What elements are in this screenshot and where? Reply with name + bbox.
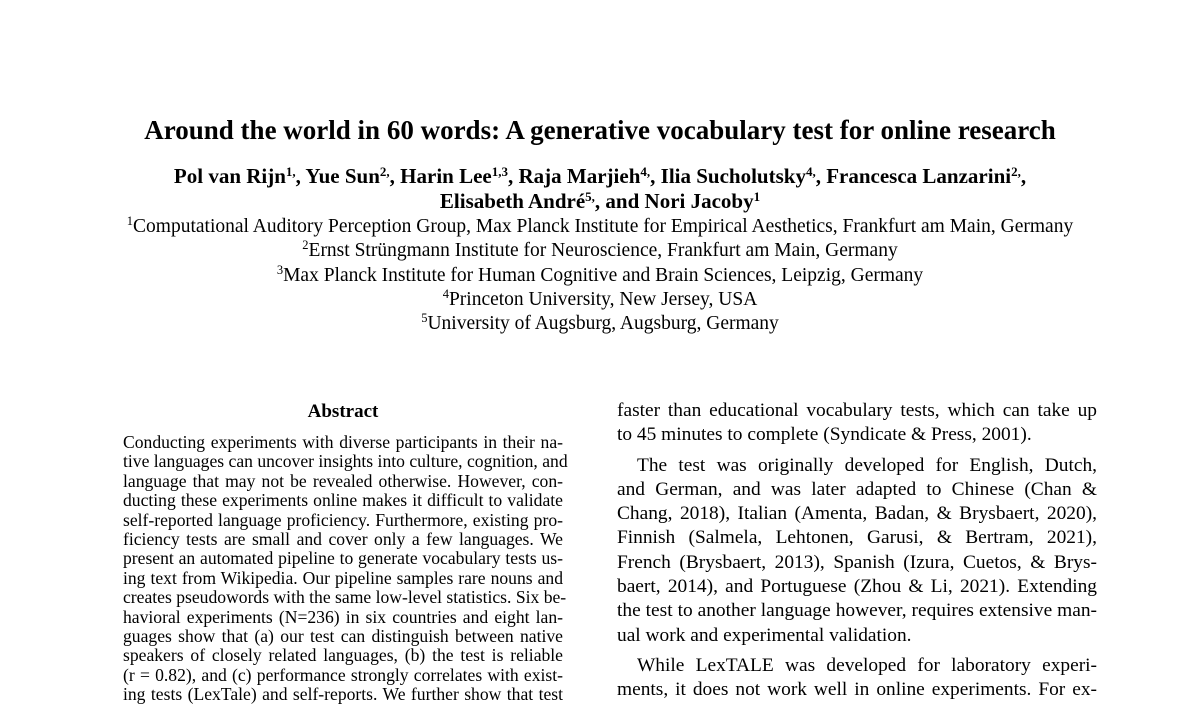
author-name-text: , Ilia Sucholutsky: [650, 164, 806, 188]
author-name-text: , Francesca Lanzarini: [815, 164, 1012, 188]
abstract-line: Conducting experiments with diverse participants in their na-: [123, 432, 563, 452]
author-name-text: , and Nori Jacoby: [594, 189, 754, 213]
affiliation-item: [0, 288, 1200, 312]
affiliation-text: Princeton University, New Jersey, USA: [448, 288, 758, 310]
author-name-text: , Yue Sun: [295, 164, 380, 188]
affiliation-item: [0, 215, 1200, 239]
abstract-line: ficiency tests are small and cover only a few languages. We: [123, 529, 563, 550]
author-affiliation-marker: 5,: [585, 189, 595, 204]
body-line: baert, 2014), and Portuguese (Zhou & Li, 2021). Extending: [617, 576, 1097, 598]
abstract-line: tive languages can uncover insights into culture, cognition, and: [123, 451, 568, 472]
body-line: faster than educational vocabulary tests, which can take up: [617, 400, 1097, 421]
body-line: French (Brysbaert, 2013), Spanish (Izura, Cuetos, & Brys-: [617, 551, 1097, 573]
affiliation-item: [0, 264, 1200, 288]
affiliation-item: [0, 239, 1200, 263]
body-line: to 45 minutes to complete (Syndicate & Press, 2001).: [617, 424, 1032, 446]
affiliation-marker: 4: [442, 286, 449, 301]
body-line: and German, and was later adapted to Chinese (Chan &: [617, 478, 1097, 500]
author-line: [0, 164, 1200, 189]
affiliation-list: [0, 215, 1200, 336]
body-line: The test was originally developed for English, Dutch,: [637, 454, 1097, 476]
abstract-line: guages show that (a) our test can distinguish between native: [123, 626, 563, 647]
author-affiliation-marker: 2,: [1011, 164, 1021, 179]
abstract-line: self-reported language proficiency. Furthermore, existing pro-: [123, 509, 563, 530]
author-name-text: ,: [1020, 164, 1027, 188]
affiliation-text: Max Planck Institute for Human Cognitive and Brain Sciences, Leipzig, Germany: [283, 264, 924, 286]
author-list: [0, 164, 1200, 214]
abstract-line: ing text from Wikipedia. Our pipeline samples rare nouns and: [123, 567, 563, 588]
body-line: While LexTALE was developed for laboratory experi-: [637, 654, 1097, 676]
abstract-line: havioral experiments (N=236) in six countries and eight lan-: [123, 606, 563, 627]
abstract-line: language that may not be revealed otherwise. However, con-: [123, 470, 563, 491]
author-affiliation-marker: 2,: [379, 164, 390, 179]
body-line: Finnish (Salmela, Lehtonen, Garusi, & Bertram, 2021),: [617, 527, 1097, 549]
body-line: ual work and experimental validation.: [617, 624, 912, 646]
body-line: the test to another language however, requires extensive man-: [617, 600, 1097, 622]
affiliation-marker: 1: [126, 214, 134, 228]
affiliation-marker: 5: [421, 311, 428, 326]
affiliation-marker: 2: [302, 238, 309, 253]
body-paragraph: [617, 454, 1097, 648]
abstract-line: speakers of closely related languages, (b) the test is reliable: [123, 645, 563, 666]
author-affiliation-marker: 4,: [805, 164, 816, 179]
body-line: Chang, 2018), Italian (Amenta, Badan, & Brysbaert, 2020),: [617, 503, 1097, 525]
affiliation-item: [0, 312, 1200, 336]
abstract-line: (r = 0.82), and (c) performance strongly correlates with exist-: [123, 664, 563, 685]
abstract-line: creates pseudowords with the same low-level statistics. Six be-: [123, 587, 567, 608]
author-affiliation-marker: 1: [753, 189, 761, 204]
author-name-text: Pol van Rijn: [173, 164, 286, 188]
affiliation-marker: 3: [276, 262, 284, 277]
affiliation-text: Computational Auditory Perception Group, Max Planck Institute for Empirical Aesthetics, Frankfurt am Main, Germany: [133, 216, 1074, 237]
right-column-body: [617, 399, 1097, 701]
author-name-text: , Raja Marjieh: [508, 164, 641, 188]
body-line: ments, it does not work well in online experiments. For ex-: [617, 679, 1097, 701]
author-name-text: Elisabeth André: [439, 189, 586, 213]
author-affiliation-marker: 1,: [285, 164, 296, 179]
paper-title: Around the world in 60 words: A generative vocabulary test for online research: [144, 115, 1056, 145]
abstract-line: ducting these experiments online makes it difficult to validate: [123, 490, 563, 511]
author-line: [0, 189, 1200, 214]
body-paragraph: [617, 399, 1097, 448]
abstract-heading: Abstract: [307, 401, 379, 422]
abstract-body: [123, 432, 568, 705]
affiliation-text: Ernst Strüngmann Institute for Neuroscience, Frankfurt am Main, Germany: [308, 240, 898, 262]
author-affiliation-marker: 4,: [640, 164, 651, 179]
body-paragraph: [617, 654, 1097, 703]
author-name-text: , Harin Lee: [389, 164, 492, 188]
author-affiliation-marker: 1,3: [491, 164, 508, 179]
affiliation-text: University of Augsburg, Augsburg, Germany: [427, 313, 779, 335]
abstract-line: present an automated pipeline to generate vocabulary tests us-: [123, 548, 563, 569]
abstract-line: ing tests (LexTale) and self-reports. We further show that test: [123, 684, 563, 705]
